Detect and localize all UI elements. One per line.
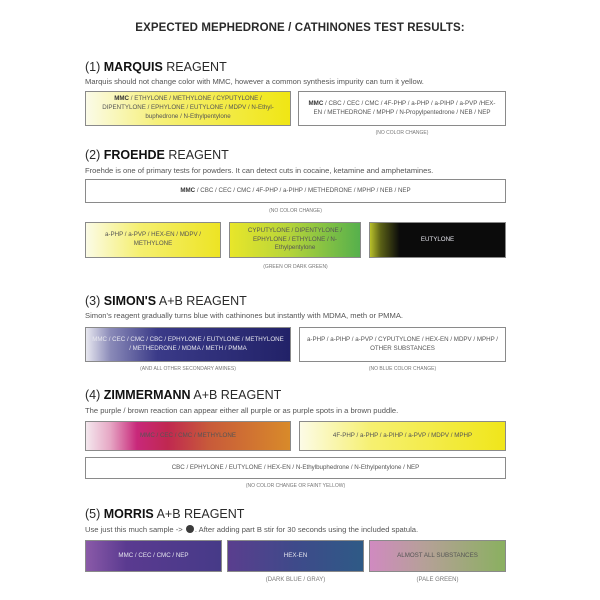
substance-list: MMC / CEC / CMC / CBC / EPHYLONE / EUTYLONE / METHYLONE / METHEDRONE / MDMA / METH / PMMA bbox=[92, 335, 284, 352]
result-note: (NO COLOR CHANGE OR FAINT YELLOW) bbox=[245, 483, 346, 489]
reagent-name: FROEHDE bbox=[103, 148, 165, 162]
bold-substance: MMC bbox=[114, 95, 130, 103]
reagent-name: SIMON'S bbox=[103, 294, 157, 308]
section-heading-froehde bbox=[85, 148, 229, 162]
section-heading-zimmermann bbox=[85, 388, 281, 402]
description-text: Use just this much sample -> bbox=[85, 525, 183, 534]
reagent-name: MORRIS bbox=[103, 507, 154, 521]
section-number: (1) bbox=[85, 60, 101, 74]
section-description-zimmermann: The purple / brown reaction can appear either all purple or as purple spots in a brown puddle. bbox=[85, 406, 399, 415]
result-note: (AND ALL OTHER SECONDARY AMINES) bbox=[140, 366, 236, 372]
section-number: (5) bbox=[85, 507, 101, 521]
result-note: (DARK BLUE / GRAY) bbox=[265, 577, 326, 583]
section-heading-marquis bbox=[85, 60, 227, 74]
substance-list: / ETHYLONE / METHYLONE / CYPUTYLONE / DIPENTYLONE / EPHYLONE / EUTYLONE / MDPV / N-Ethyl-buphedrone / N-Ethylpentylone bbox=[102, 95, 274, 120]
result-note: (NO COLOR CHANGE) bbox=[375, 130, 429, 136]
result-note: (PALE GREEN) bbox=[416, 577, 459, 583]
section-description-marquis: Marquis should not change color with MMC, however a common synthesis impurity can turn it yellow. bbox=[85, 77, 424, 86]
result-box-simons-no-change bbox=[299, 327, 506, 362]
reagent-suffix: A+B REAGENT bbox=[193, 388, 282, 402]
bold-substance: MMC bbox=[308, 99, 324, 107]
reagent-suffix: REAGENT bbox=[166, 60, 227, 74]
substance-list: CYPUTYLONE / DIPENTYLONE / EPHYLONE / ETHYLONE / N-Ethylpentylone bbox=[247, 226, 343, 252]
result-box-froehde-black bbox=[369, 222, 506, 258]
substance-list: HEX-EN bbox=[283, 551, 308, 559]
result-box-zimmermann-yellow bbox=[299, 421, 506, 451]
page-title: EXPECTED MEPHEDRONE / CATHINONES TEST RESULTS: bbox=[135, 22, 465, 34]
result-box-morris-pale-green bbox=[369, 540, 506, 572]
result-box-marquis-no-change bbox=[298, 91, 506, 126]
section-description-simons: Simon's reagent gradually turns blue with cathinones but instantly with MDMA, meth or PMMA. bbox=[85, 311, 403, 320]
result-box-simons-blue bbox=[85, 327, 291, 362]
bold-substance: MMC bbox=[180, 186, 196, 194]
reagent-name: ZIMMERMANN bbox=[103, 388, 191, 402]
result-box-zimmermann-no-change bbox=[85, 457, 506, 479]
result-note: (NO COLOR CHANGE) bbox=[269, 208, 322, 214]
substance-list: a-PHP / a-PIHP / a-PVP / CYPUTYLONE / HEX-EN / MDPV / MPHP / OTHER SUBSTANCES bbox=[306, 335, 499, 352]
description-text: . After adding part B stir for 30 seconds using the included spatula. bbox=[194, 525, 419, 534]
section-number: (2) bbox=[85, 148, 101, 162]
section-heading-simons bbox=[85, 294, 247, 308]
substance-list: EUTYLONE bbox=[420, 235, 455, 243]
substance-list: MMC / CEC / CMC / METHYLONE bbox=[140, 431, 236, 439]
section-description-morris bbox=[85, 525, 418, 534]
result-box-morris-dark-blue bbox=[227, 540, 364, 572]
reagent-suffix: A+B REAGENT bbox=[158, 294, 247, 308]
result-box-froehde-green bbox=[229, 222, 361, 258]
reagent-suffix: REAGENT bbox=[168, 148, 229, 162]
substance-list: 4F-PHP / a-PHP / a-PIHP / a-PVP / MDPV / MPHP bbox=[332, 431, 473, 439]
substance-list: / CBC / CEC / CMC / 4F-PHP / a-PIHP / METHEDRONE / MPHP / NEB / NEP bbox=[195, 186, 411, 194]
result-box-zimmermann-purple-brown bbox=[85, 421, 291, 451]
section-description-froehde: Froehde is one of primary tests for powders. It can detect cuts in cocaine, ketamine and amphetamines. bbox=[85, 166, 434, 175]
substance-list: CBC / EPHYLONE / EUTYLONE / HEX-EN / N-Ethylbuphedrone / N-Ethylpentylone / NEP bbox=[171, 463, 420, 471]
result-box-froehde-yellow bbox=[85, 222, 221, 258]
sample-size-dot-icon bbox=[186, 525, 194, 533]
result-box-froehde-no-change bbox=[85, 179, 506, 203]
result-box-morris-purple bbox=[85, 540, 222, 572]
reagent-suffix: A+B REAGENT bbox=[156, 507, 245, 521]
section-heading-morris bbox=[85, 507, 244, 521]
substance-list: MMC / CEC / CMC / NEP bbox=[118, 551, 189, 559]
group-note: (GREEN OR DARK GREEN) bbox=[263, 264, 328, 270]
substance-list: ALMOST ALL SUBSTANCES bbox=[397, 551, 478, 559]
result-note: (NO BLUE COLOR CHANGE) bbox=[368, 366, 437, 372]
substance-list: / CBC / CEC / CMC / 4F-PHP / a-PHP / a-PIHP / a-PVP /HEX-EN / METHEDRONE / MPHP / N-Propylpentedrone / NEB / NEP bbox=[313, 99, 496, 116]
section-number: (4) bbox=[85, 388, 101, 402]
reagent-name: MARQUIS bbox=[103, 60, 163, 74]
substance-list: a-PHP / a-PVP / HEX-EN / MDPV / METHYLONE bbox=[104, 231, 202, 247]
section-number: (3) bbox=[85, 294, 101, 308]
result-box-marquis-yellow bbox=[85, 91, 291, 126]
